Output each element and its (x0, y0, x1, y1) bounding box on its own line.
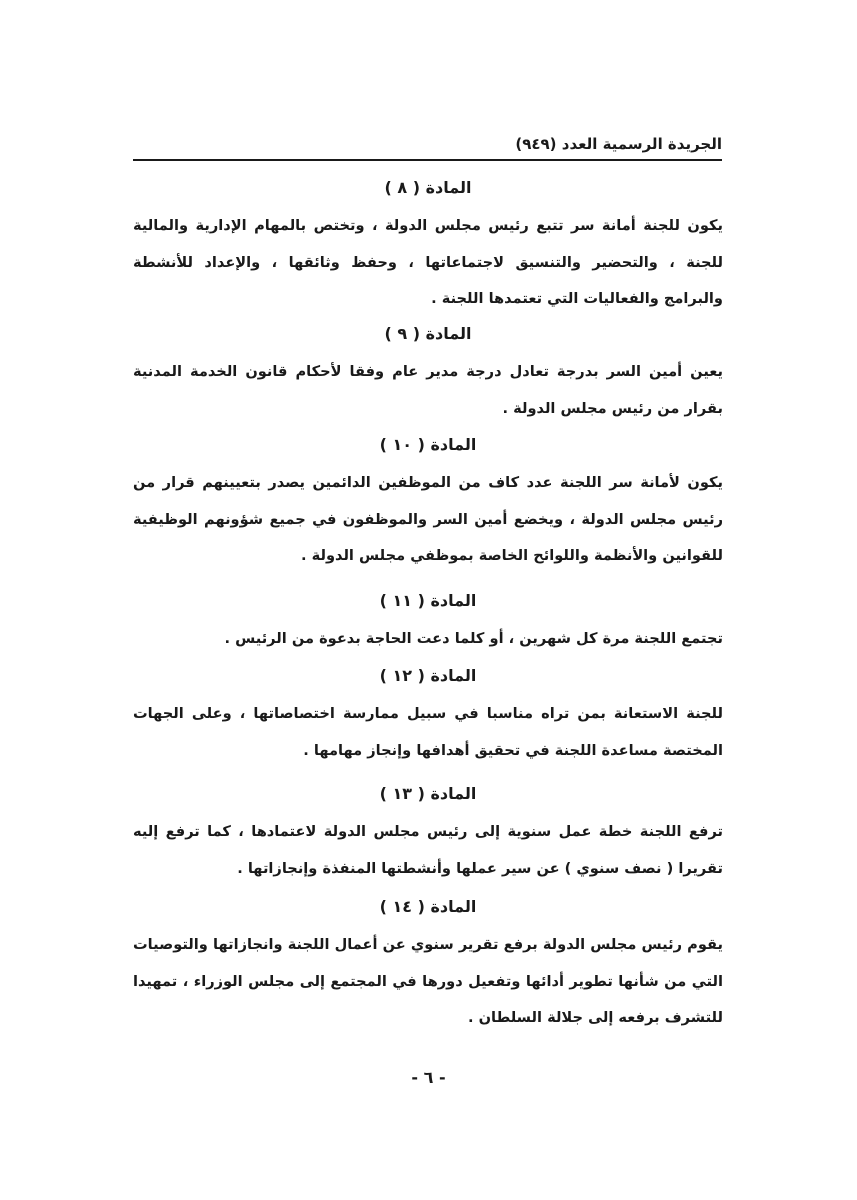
article-body: تجتمع اللجنة مرة كل شهرين ، أو كلما دعت الحاجة بدعوة من الرئيس . (224, 630, 723, 647)
article-title: المادة ( ١٤ ) (379, 897, 477, 916)
article-body: يكون للجنة أمانة سر تتبع رئيس مجلس الدولة ، وتختص بالمهام الإدارية والمالية للجنة ، والتحضير والتنسيق لاجتماعاتها ، وحفظ وثائقها ، والإعداد للأنشطة والبرامج والفعاليات التي تعتمدها اللجنة . (133, 217, 723, 307)
article-10 (133, 433, 723, 575)
article-body: ترفع اللجنة خطة عمل سنوية إلى رئيس مجلس الدولة لاعتمادها ، كما ترفع إليه تقريرا ( نصف سنوي ) عن سير عملها وأنشطتها المنفذة وإنجازاتها . (133, 823, 723, 877)
article-body: يقوم رئيس مجلس الدولة برفع تقرير سنوي عن أعمال اللجنة وانجازاتها والتوصيات التي من شأنها تطوير أدائها وتفعيل دورها في المجتمع إلى مجلس الوزراء ، تمهيدا للتشرف برفعه إلى جلالة السلطان . (133, 936, 723, 1026)
article-8 (133, 176, 723, 318)
gazette-header: الجريدة الرسمية العدد (٩٤٩) (515, 135, 722, 153)
article-title: المادة ( ١٢ ) (379, 666, 477, 685)
article-title: المادة ( ٨ ) (384, 178, 472, 197)
article-body: للجنة الاستعانة بمن تراه مناسبا في سبيل ممارسة اختصاصاتها ، وعلى الجهات المختصة مساعدة اللجنة في تحقيق أهدافها وإنجاز مهامها . (133, 705, 723, 759)
article-13 (133, 782, 723, 887)
article-11 (133, 589, 723, 658)
article-body: يعين أمين السر بدرجة تعادل درجة مدير عام وفقا لأحكام قانون الخدمة المدنية بقرار من رئيس مجلس الدولة . (133, 363, 723, 417)
article-9 (133, 322, 723, 427)
article-14 (133, 895, 723, 1037)
article-title: المادة ( ١١ ) (379, 591, 477, 610)
article-title: المادة ( ٩ ) (384, 324, 472, 343)
article-title: المادة ( ١٠ ) (379, 435, 477, 454)
article-body: يكون لأمانة سر اللجنة عدد كاف من الموظفين الدائمين يصدر بتعيينهم قرار من رئيس مجلس الدولة ، ويخضع أمين السر والموظفون في جميع شؤونهم الوظيفية للقوانين والأنظمة واللوائح الخاصة بموظفي مجلس الدولة . (133, 474, 723, 564)
article-12 (133, 664, 723, 769)
article-title: المادة ( ١٣ ) (379, 784, 477, 803)
page-number: - ٦ - (411, 1068, 446, 1087)
header-divider (133, 159, 722, 161)
